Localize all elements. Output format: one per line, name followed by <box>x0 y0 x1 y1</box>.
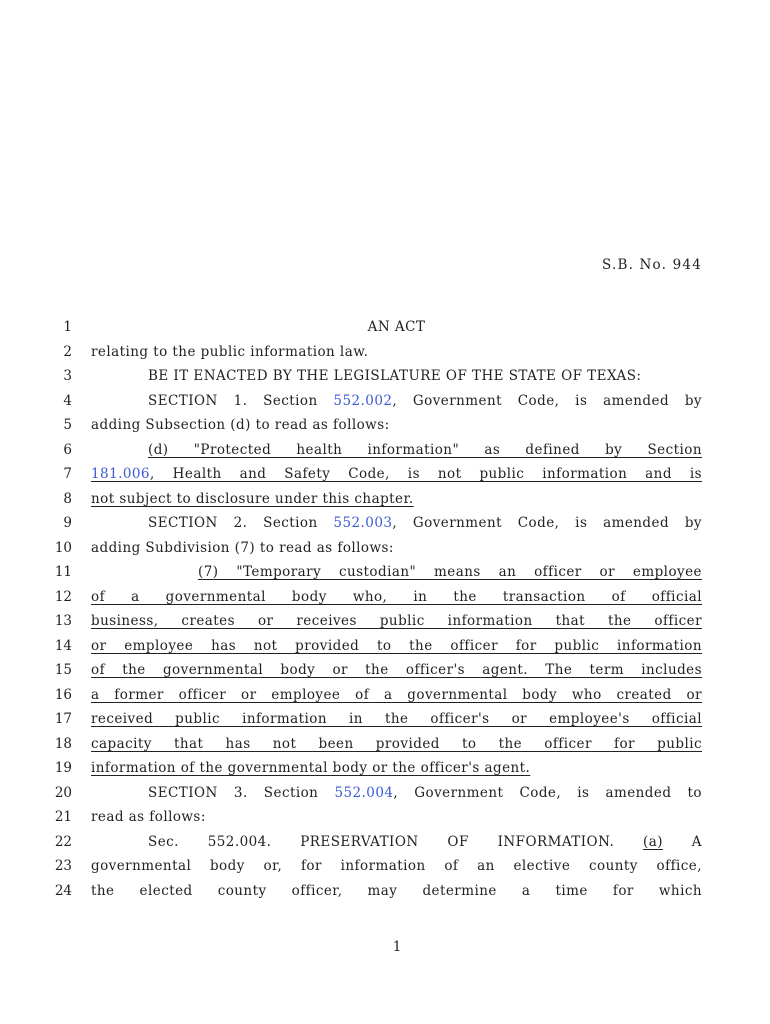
added-text: business, creates or receives public information that the officer <box>91 613 702 629</box>
bill-line <box>0 832 770 852</box>
added-text: capacity that has not been provided to the officer for public <box>91 736 702 752</box>
section-intro: SECTION 3. Section <box>148 785 335 801</box>
line-number: 20 <box>54 785 72 801</box>
added-text: or employee has not provided to the officer for public information <box>91 638 702 654</box>
added-text: not subject to disclosure under this chapter. <box>91 491 414 507</box>
line-number: 11 <box>54 564 72 580</box>
bill-line <box>0 685 770 705</box>
line-number: 17 <box>54 711 72 727</box>
section-552-002-link[interactable]: 552.002 <box>333 393 393 409</box>
line-number: 22 <box>54 834 72 850</box>
line-text <box>91 391 702 411</box>
bill-line <box>0 856 770 876</box>
line-number: 4 <box>63 393 72 409</box>
line-number: 19 <box>54 760 72 776</box>
line-number: 14 <box>54 638 72 654</box>
line-text: adding Subsection (d) to read as follows: <box>91 417 390 433</box>
bill-line <box>0 489 770 509</box>
line-text: adding Subdivision (7) to read as follows: <box>91 540 394 556</box>
line-text <box>91 513 702 533</box>
line-number: 5 <box>63 417 72 433</box>
line-text: governmental body or, for information of an elective county office, <box>91 858 702 874</box>
added-text: of the governmental body or the officer's agent. The term includes <box>91 662 702 678</box>
section-181-006-link[interactable]: 181.006 <box>91 466 150 482</box>
bill-line <box>0 758 770 778</box>
section-tail: , Government Code, is amended to <box>393 785 702 801</box>
added-text: (7) "Temporary custodian" means an officer or employee <box>198 564 702 580</box>
bill-line <box>0 366 770 386</box>
bill-line <box>0 513 770 533</box>
bill-line <box>0 464 770 484</box>
line-number: 9 <box>63 515 72 531</box>
bill-line <box>0 660 770 680</box>
line-number: 3 <box>63 368 72 384</box>
line-text: relating to the public information law. <box>91 344 369 360</box>
section-intro: SECTION 1. Section <box>148 393 334 409</box>
section-heading: Sec. 552.004. PRESERVATION OF INFORMATION. <box>148 834 644 850</box>
section-tail: , Government Code, is amended by <box>392 515 702 531</box>
section-tail: , Government Code, is amended by <box>392 393 702 409</box>
line-number: 1 <box>63 319 72 335</box>
bill-line <box>0 783 770 803</box>
line-text <box>91 783 702 803</box>
added-text: information of the governmental body or the officer's agent. <box>91 760 531 776</box>
bill-line <box>0 709 770 729</box>
line-number: 6 <box>63 442 72 458</box>
added-text: received public information in the officer's or employee's official <box>91 711 702 727</box>
added-text: (d) "Protected health information" as defined by Section <box>148 442 702 458</box>
line-number: 13 <box>54 613 72 629</box>
bill-line <box>0 881 770 901</box>
bill-line <box>0 440 770 460</box>
section-intro: SECTION 2. Section <box>148 515 334 531</box>
line-number: 10 <box>54 540 72 556</box>
line-number: 7 <box>63 466 72 482</box>
page-number: 1 <box>392 939 402 955</box>
line-number: 8 <box>63 491 72 507</box>
line-number: 18 <box>54 736 72 752</box>
bill-line <box>0 317 770 337</box>
added-text: a former officer or employee of a governmental body who created or <box>91 687 702 703</box>
line-text: the elected county officer, may determine a time for which <box>91 883 702 899</box>
line-number: 24 <box>54 883 72 899</box>
bill-line <box>0 415 770 435</box>
enacting-clause: BE IT ENACTED BY THE LEGISLATURE OF THE STATE OF TEXAS: <box>148 368 642 384</box>
bill-number: S.B. No. 944 <box>601 257 702 273</box>
section-tail: A <box>662 834 702 850</box>
line-number: 2 <box>63 344 72 360</box>
subsection-marker: (a) <box>643 834 663 850</box>
line-number: 12 <box>54 589 72 605</box>
line-number: 16 <box>54 687 72 703</box>
bill-line <box>0 807 770 827</box>
bill-line <box>0 562 770 582</box>
section-552-004-link[interactable]: 552.004 <box>334 785 394 801</box>
section-552-003-link[interactable]: 552.003 <box>333 515 393 531</box>
bill-line <box>0 587 770 607</box>
line-number: 21 <box>54 809 72 825</box>
bill-line <box>0 391 770 411</box>
bill-line <box>0 636 770 656</box>
line-number: 15 <box>54 662 72 678</box>
added-text: of a governmental body who, in the transaction of official <box>91 589 702 605</box>
bill-line <box>0 538 770 558</box>
line-text: read as follows: <box>91 809 206 825</box>
bill-line <box>0 342 770 362</box>
bill-line <box>0 611 770 631</box>
added-text <box>91 464 702 484</box>
line-number: 23 <box>54 858 72 874</box>
added-text-tail: , Health and Safety Code, is not public information and is <box>149 466 702 482</box>
act-title: AN ACT <box>367 319 426 335</box>
bill-line <box>0 734 770 754</box>
line-text <box>91 832 702 852</box>
